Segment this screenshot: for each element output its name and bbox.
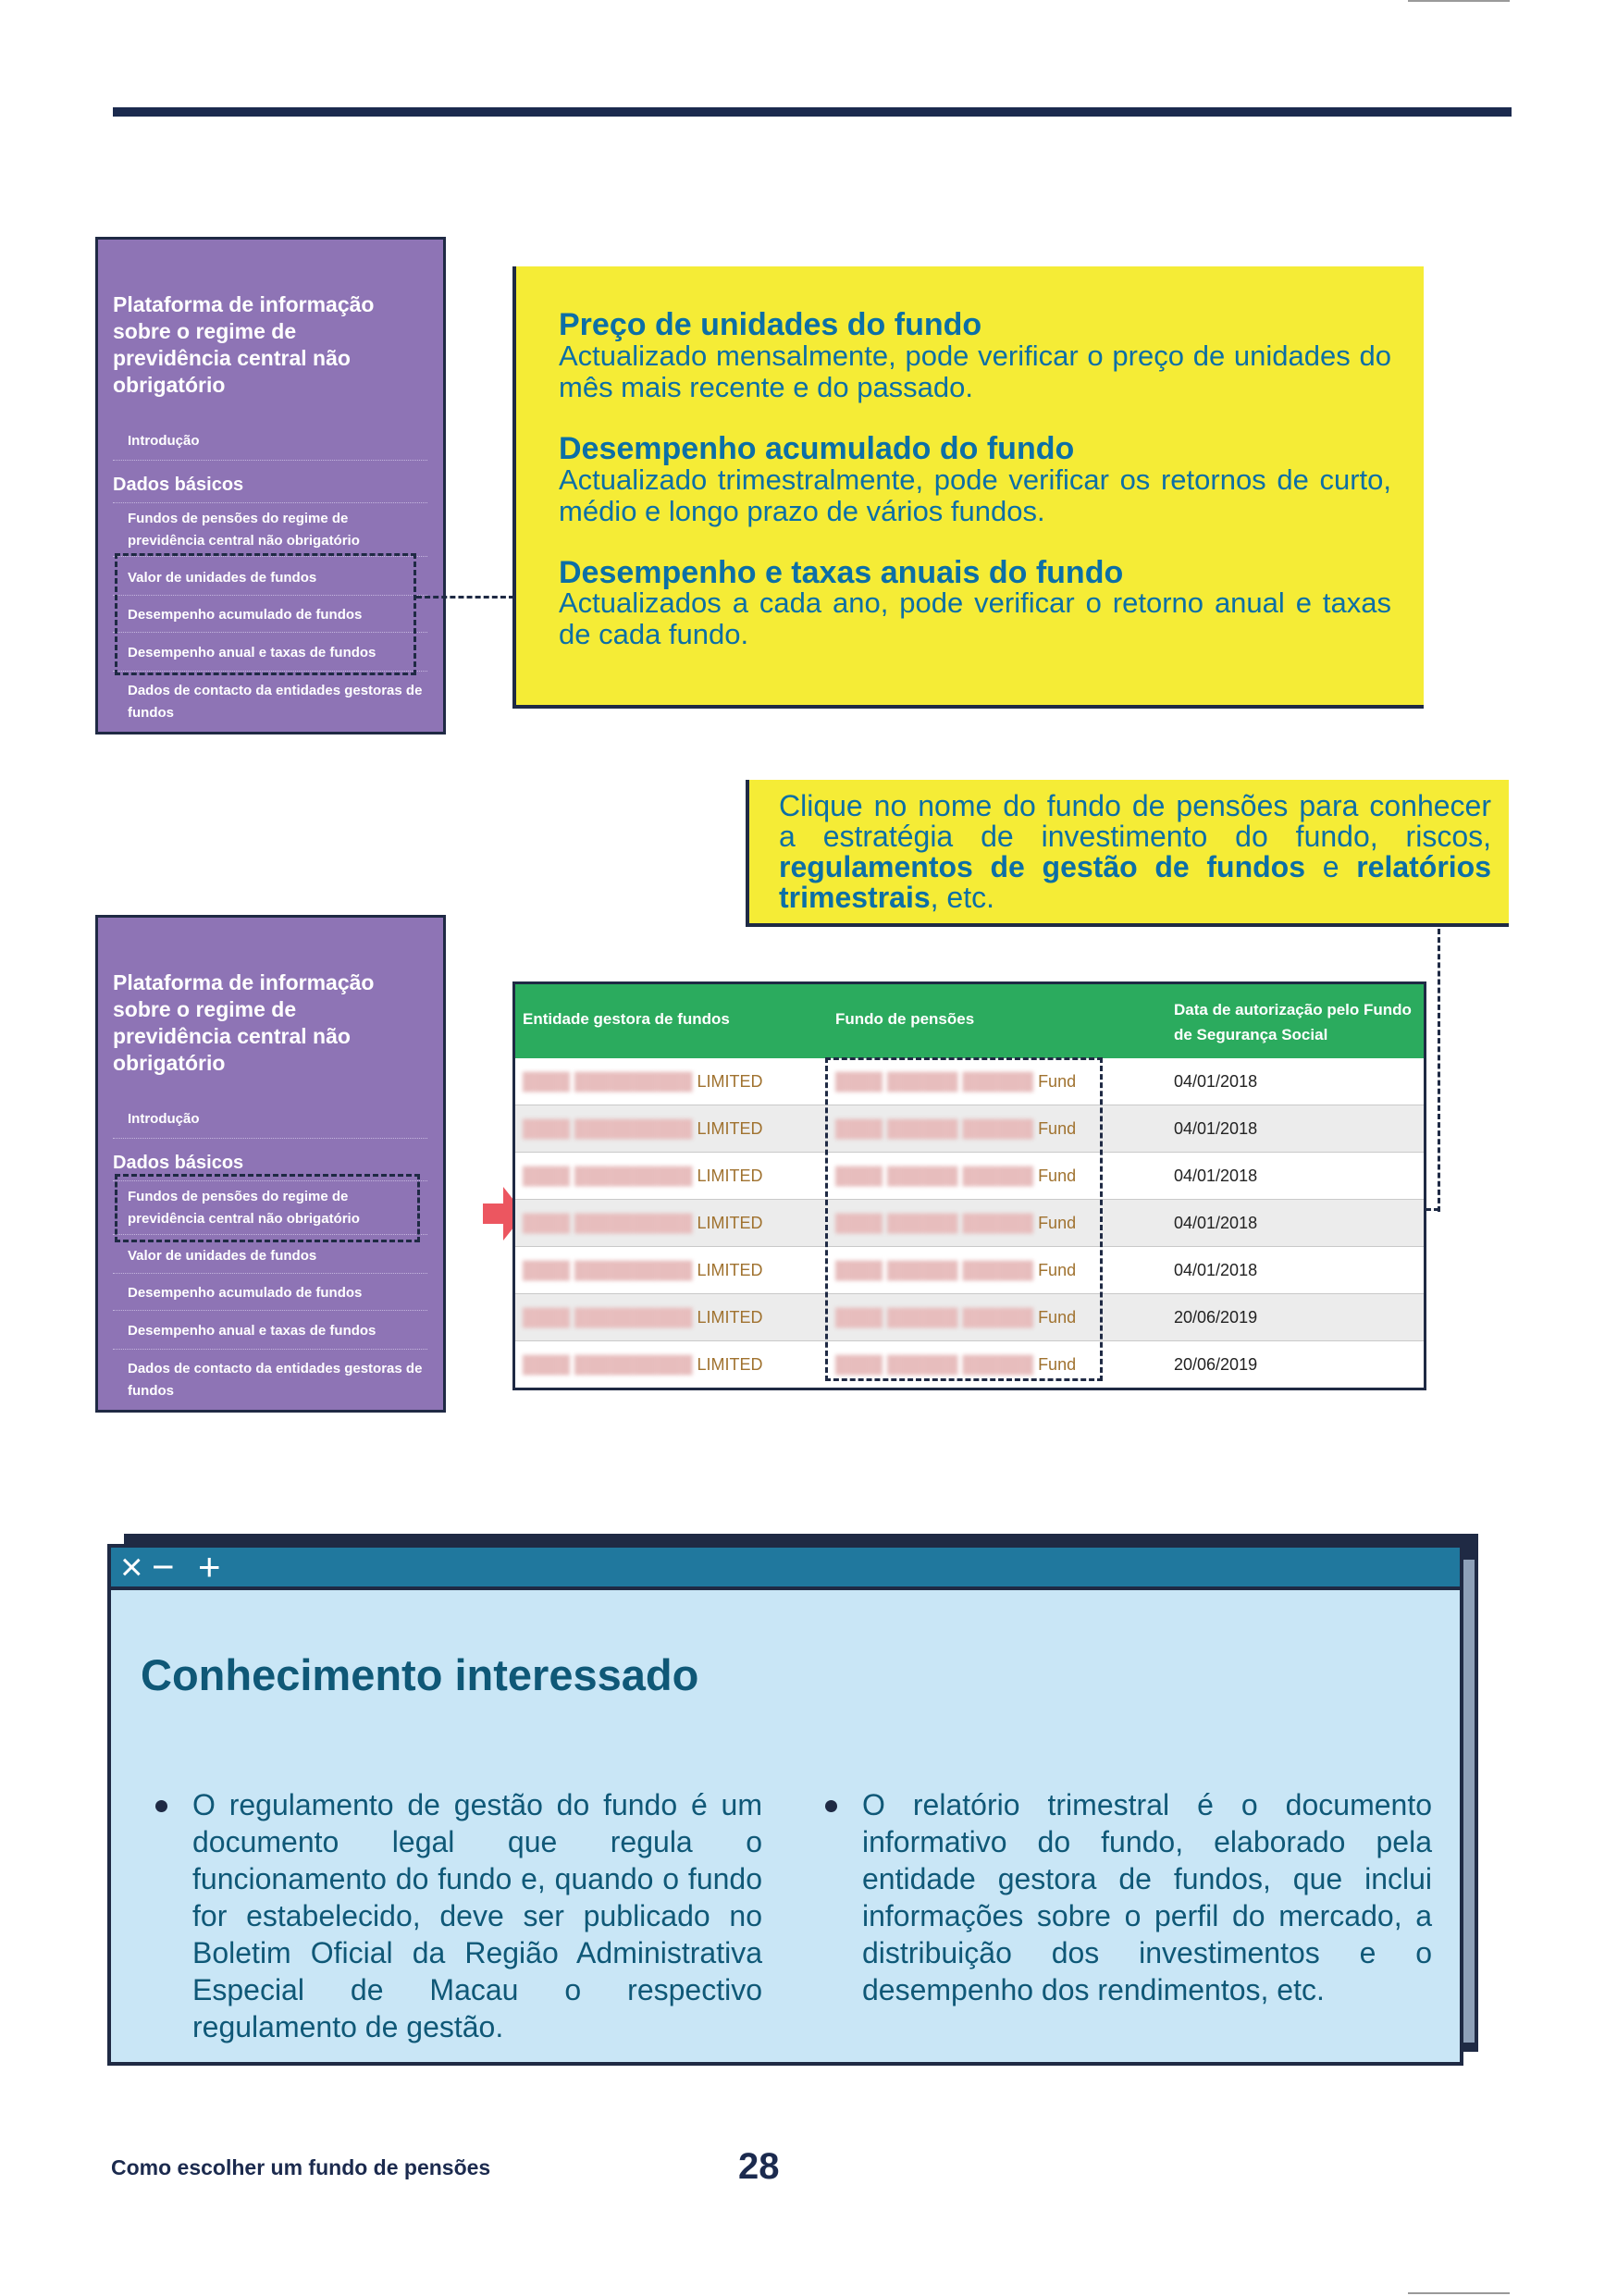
highlight-box-fund-column xyxy=(825,1057,1103,1381)
sidebar-item-unit-value[interactable]: Valor de unidades de fundos xyxy=(128,570,317,586)
redacted-text: ████ ██████████ xyxy=(523,1308,697,1327)
sidebar-item-pension-funds[interactable]: Fundos de pensões do regime de previdência central não obrigatório xyxy=(128,1189,360,1227)
header-entity: Entidade gestora de fundos xyxy=(523,1010,730,1028)
knowledge-col-2: O relatório trimestral é o documento informativo do fundo, elaborado pela entidade gestora de fundos, que inclui informações sobre o perfil do mercado, a distribuição dos investimentos e o desempenho dos rendimentos, etc. xyxy=(862,1786,1432,2008)
info-text-unit-price: Actualizado mensalmente, pode verificar o preço de unidades do mês mais recente e do passado. xyxy=(559,339,1391,403)
date-cell: 20/06/2019 xyxy=(1174,1308,1258,1327)
highlight-box-sidebar2 xyxy=(115,1174,420,1242)
corner-line-top xyxy=(1408,0,1510,2)
knowledge-window xyxy=(107,1544,1463,2066)
date-cell: 04/01/2018 xyxy=(1174,1261,1258,1279)
sidebar-platform-2 xyxy=(95,915,446,1413)
bullet-icon xyxy=(155,1800,167,1812)
redacted-text: ████ ██████████ xyxy=(523,1119,697,1138)
date-cell: 04/01/2018 xyxy=(1174,1072,1258,1091)
divider xyxy=(113,1273,427,1274)
fund-name-link[interactable]: ████ ██████ ██████ Fund xyxy=(835,1072,1077,1091)
divider xyxy=(113,1349,427,1350)
entity-cell: ████ ██████████ LIMITED xyxy=(523,1355,763,1374)
redacted-text: ████ ██████████ xyxy=(523,1167,697,1185)
fund-name-link[interactable]: ████ ██████ ██████ Fund xyxy=(835,1214,1077,1232)
entity-cell: ████ ██████████ LIMITED xyxy=(523,1308,763,1327)
note-box xyxy=(746,780,1509,927)
info-box xyxy=(512,266,1424,709)
divider xyxy=(113,502,427,503)
date-cell: 04/01/2018 xyxy=(1174,1214,1258,1232)
sidebar-item-cumulative[interactable]: Desempenho acumulado de fundos xyxy=(128,1285,363,1301)
sidebar-item-intro[interactable]: Introdução xyxy=(128,1111,200,1127)
entity-cell: ████ ██████████ LIMITED xyxy=(523,1261,763,1279)
sidebar-item-cumulative[interactable]: Desempenho acumulado de fundos xyxy=(128,607,363,623)
header-rule xyxy=(113,107,1512,117)
sidebar-heading-basic-data[interactable]: Dados básicos xyxy=(113,475,244,495)
entity-cell: ████ ██████████ LIMITED xyxy=(523,1214,763,1232)
redacted-text: ████ ██████ ██████ xyxy=(835,1072,1039,1091)
divider xyxy=(113,1138,427,1139)
fund-name-link[interactable]: ████ ██████ ██████ Fund xyxy=(835,1355,1077,1374)
knowledge-col-1: O regulamento de gestão do fundo é um documento legal que regula o funcionamento do fundo e, quando o fundo for estabelecido, deve ser publicado no Boletim Oficial da Região Administrativa Especial de Macau o respectivo regulamento de gestão. xyxy=(192,1786,762,2045)
date-cell: 04/01/2018 xyxy=(1174,1119,1258,1138)
maximize-icon[interactable]: + xyxy=(198,1545,221,1588)
entity-cell: ████ ██████████ LIMITED xyxy=(523,1167,763,1185)
highlight-box-sidebar1 xyxy=(115,553,416,675)
fund-name-link[interactable]: ████ ██████ ██████ Fund xyxy=(835,1167,1077,1185)
connector-line-vertical xyxy=(1438,929,1440,1212)
note-text: Clique no nome do fundo de pensões para conhecer a estratégia de investimento do fundo, riscos, regulamentos de gestão de fundos e relatórios trimestrais, etc. xyxy=(779,789,1492,914)
sidebar-title: Plataforma de informação sobre o regime de previdência central não obrigatório xyxy=(113,292,375,397)
redacted-text: ████ ██████ ██████ xyxy=(835,1355,1039,1374)
sidebar-title: Plataforma de informação sobre o regime de previdência central não obrigatório xyxy=(113,970,375,1075)
window-titlebar xyxy=(111,1545,1460,1590)
redacted-text: ████ ██████ ██████ xyxy=(835,1119,1039,1138)
redacted-text: ████ ██████████ xyxy=(523,1261,697,1279)
date-cell: 20/06/2019 xyxy=(1174,1355,1258,1374)
divider xyxy=(113,460,427,461)
sidebar-item-annual[interactable]: Desempenho anual e taxas de fundos xyxy=(128,645,376,660)
note-bold-regulations: regulamentos de gestão de fundos xyxy=(779,850,1306,883)
sidebar-item-intro[interactable]: Introdução xyxy=(128,433,200,449)
info-text-cumulative: Actualizado trimestralmente, pode verificar os retornos de curto, médio e longo prazo de vários fundos. xyxy=(559,463,1391,527)
info-text-annual: Actualizados a cada ano, pode verificar o retorno anual e taxas de cada fundo. xyxy=(559,586,1391,650)
redacted-text: ████ ██████████ xyxy=(523,1072,697,1091)
info-heading-unit-price: Preço de unidades do fundo xyxy=(559,307,982,342)
sidebar-item-annual[interactable]: Desempenho anual e taxas de fundos xyxy=(128,1323,376,1339)
header-fund: Fundo de pensões xyxy=(835,1010,975,1028)
header-date: Data de autorização pelo Fundo de Segurança Social xyxy=(1174,1001,1412,1043)
entity-cell: ████ ██████████ LIMITED xyxy=(523,1119,763,1138)
fund-name-link[interactable]: ████ ██████ ██████ Fund xyxy=(835,1261,1077,1279)
minimize-icon[interactable]: − xyxy=(152,1545,175,1588)
info-heading-cumulative: Desempenho acumulado do fundo xyxy=(559,431,1075,466)
fund-name-link[interactable]: ████ ██████ ██████ Fund xyxy=(835,1308,1077,1327)
close-icon[interactable]: × xyxy=(120,1545,143,1588)
redacted-text: ████ ██████ ██████ xyxy=(835,1214,1039,1232)
divider xyxy=(113,1310,427,1311)
sidebar-item-unit-value[interactable]: Valor de unidades de fundos xyxy=(128,1248,317,1264)
footer-text: Como escolher um fundo de pensões xyxy=(111,2155,491,2179)
bullet-icon xyxy=(825,1800,837,1812)
redacted-text: ████ ██████████ xyxy=(523,1355,697,1374)
sidebar-item-contacts[interactable]: Dados de contacto da entidades gestoras de fundos xyxy=(128,1361,423,1399)
note-bold-reports: relatórios trimestrais xyxy=(779,850,1492,914)
fund-name-link[interactable]: ████ ██████ ██████ Fund xyxy=(835,1119,1077,1138)
entity-cell: ████ ██████████ LIMITED xyxy=(523,1072,763,1091)
redacted-text: ████ ██████████ xyxy=(523,1214,697,1232)
sidebar-item-contacts[interactable]: Dados de contacto da entidades gestoras de fundos xyxy=(128,683,423,721)
window-title: Conhecimento interessado xyxy=(141,1650,699,1699)
redacted-text: ████ ██████ ██████ xyxy=(835,1261,1039,1279)
redacted-text: ████ ██████ ██████ xyxy=(835,1308,1039,1327)
table-header xyxy=(515,984,1424,1058)
info-heading-annual: Desempenho e taxas anuais do fundo xyxy=(559,555,1124,590)
corner-line-bottom xyxy=(1408,2292,1510,2294)
sidebar-heading-basic-data[interactable]: Dados básicos xyxy=(113,1153,244,1173)
page-number: 28 xyxy=(738,2146,780,2187)
sidebar-item-pension-funds[interactable]: Fundos de pensões do regime de previdência central não obrigatório xyxy=(128,511,360,549)
redacted-text: ████ ██████ ██████ xyxy=(835,1167,1039,1185)
connector-line xyxy=(416,596,514,599)
date-cell: 04/01/2018 xyxy=(1174,1167,1258,1185)
